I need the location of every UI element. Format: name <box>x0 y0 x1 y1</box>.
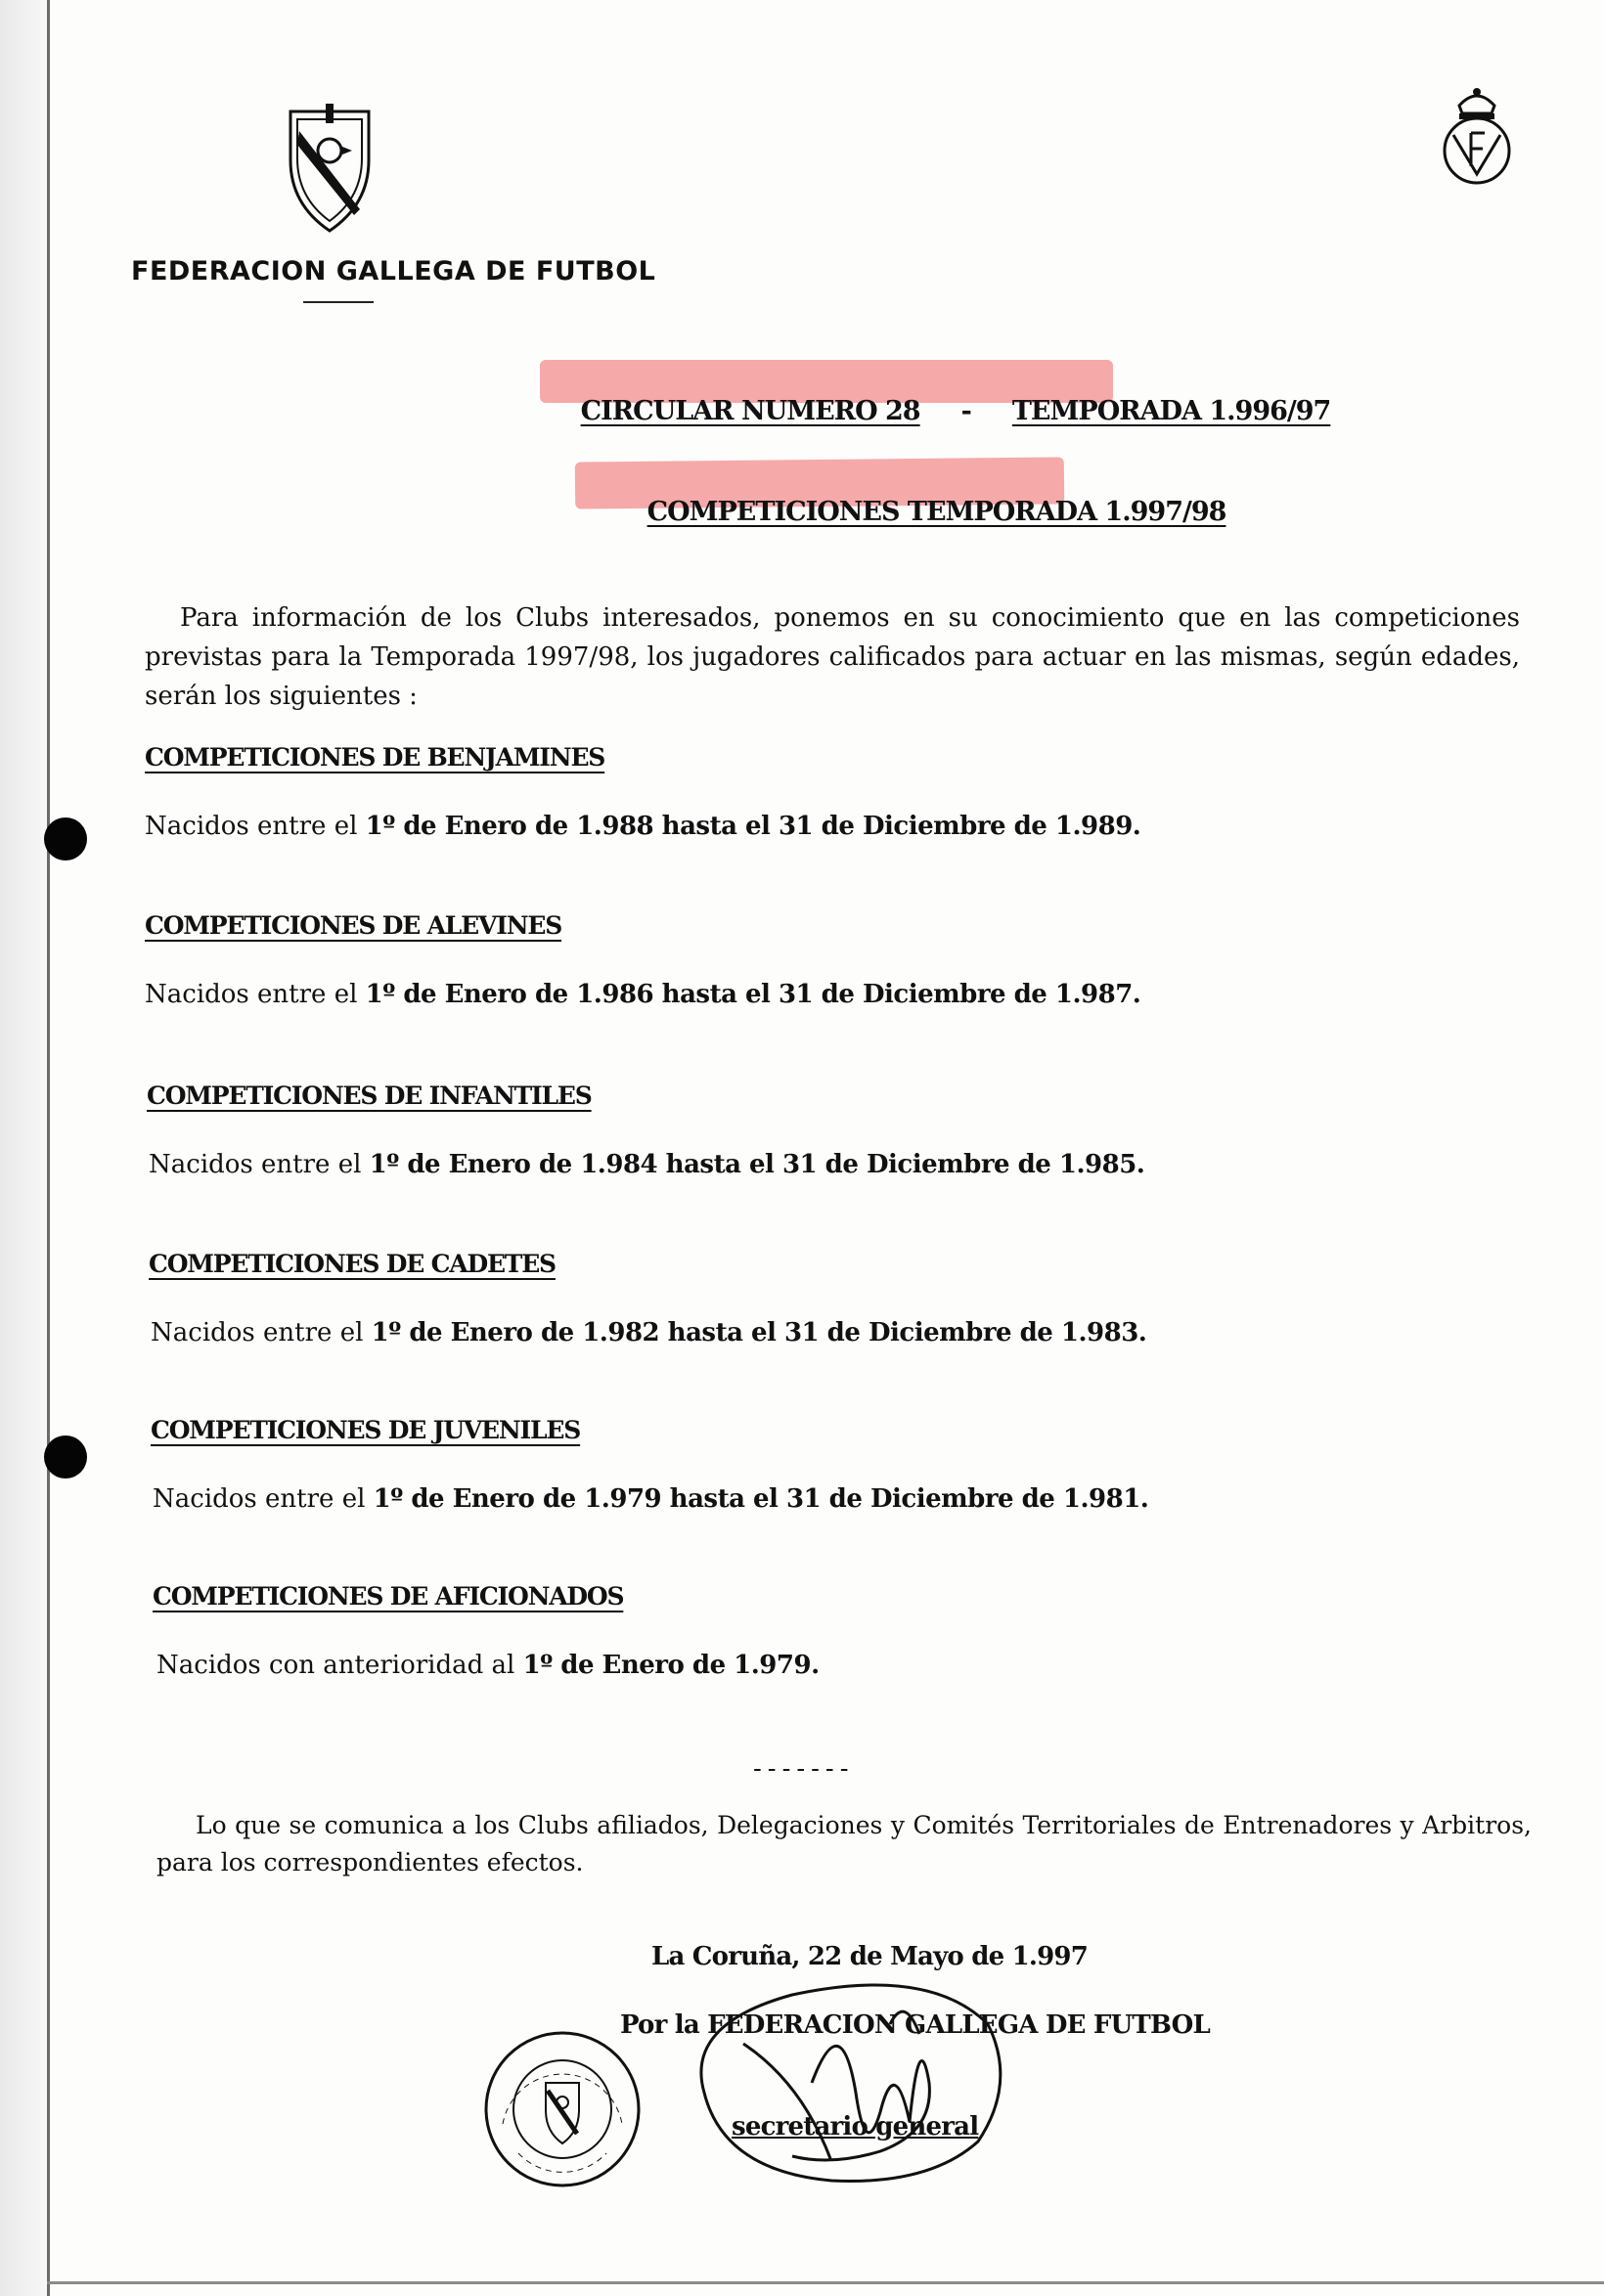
handwritten-signature <box>685 1965 1017 2190</box>
eligibility-juveniles: Nacidos entre el 1º de Enero de 1.979 hasta el 31 de Diciembre de 1.981. <box>153 1484 1149 1514</box>
section-heading-juveniles: COMPETICIONES DE JUVENILES <box>151 1416 581 1444</box>
section-heading-alevines: COMPETICIONES DE ALEVINES <box>145 911 562 940</box>
section-divider: ------- <box>753 1754 855 1784</box>
section-heading-aficionados: COMPETICIONES DE AFICIONADOS <box>153 1582 624 1611</box>
circular-number: CIRCULAR NUMERO 28 <box>580 396 920 426</box>
eligibility-benjamines: Nacidos entre el 1º de Enero de 1.988 hasta el 31 de Diciembre de 1.989. <box>145 812 1141 841</box>
signatory-role: secretario general <box>732 2112 979 2141</box>
section-heading-cadetes: COMPETICIONES DE CADETES <box>149 1250 556 1278</box>
federation-name: FEDERACION GALLEGA DE FUTBOL <box>131 256 656 287</box>
eligibility-aficionados: Nacidos con anterioridad al 1º de Enero de 1.979. <box>156 1651 820 1680</box>
divider <box>303 301 374 303</box>
place-and-date: La Coruña, 22 de Mayo de 1.997 <box>651 1942 1088 1971</box>
circular-season: TEMPORADA 1.996/97 <box>1011 396 1331 426</box>
intro-paragraph: Para información de los Clubs interesados, ponemos en su conocimiento que en las competiciones previstas para la Temporada 1997/98, los jugadores calificados para actuar en las mismas, según edades, serán los siguientes : <box>145 603 1520 711</box>
circular-title <box>548 366 1330 457</box>
punch-hole <box>44 1435 87 1479</box>
federation-shield-logo <box>286 102 374 235</box>
signed-by-line: Por la FEDERACION GALLEGA DE FUTBOL <box>620 2010 1210 2040</box>
eligibility-infantiles: Nacidos entre el 1º de Enero de 1.984 hasta el 31 de Diciembre de 1.985. <box>149 1150 1145 1179</box>
page-edge <box>47 0 50 2296</box>
eligibility-cadetes: Nacidos entre el 1º de Enero de 1.982 hasta el 31 de Diciembre de 1.983. <box>151 1318 1147 1347</box>
eligibility-alevines: Nacidos entre el 1º de Enero de 1.986 hasta el 31 de Diciembre de 1.987. <box>145 980 1141 1009</box>
page-bottom-edge <box>47 2281 1604 2284</box>
punch-hole <box>44 817 87 861</box>
federation-stamp <box>479 2026 646 2192</box>
circular-subtitle: COMPETICIONES TEMPORADA 1.997/98 <box>646 497 1226 527</box>
closing-paragraph: Lo que se comunica a los Clubs afiliados, Delegaciones y Comités Territoriales de Entrenadores y Arbitros, para los correspondientes efectos. <box>156 1811 1532 1877</box>
section-heading-benjamines: COMPETICIONES DE BENJAMINES <box>145 743 605 772</box>
section-heading-infantiles: COMPETICIONES DE INFANTILES <box>147 1082 592 1110</box>
scan-margin <box>0 0 47 2296</box>
title-separator: - <box>960 396 971 426</box>
rfef-emblem-logo <box>1438 84 1516 192</box>
